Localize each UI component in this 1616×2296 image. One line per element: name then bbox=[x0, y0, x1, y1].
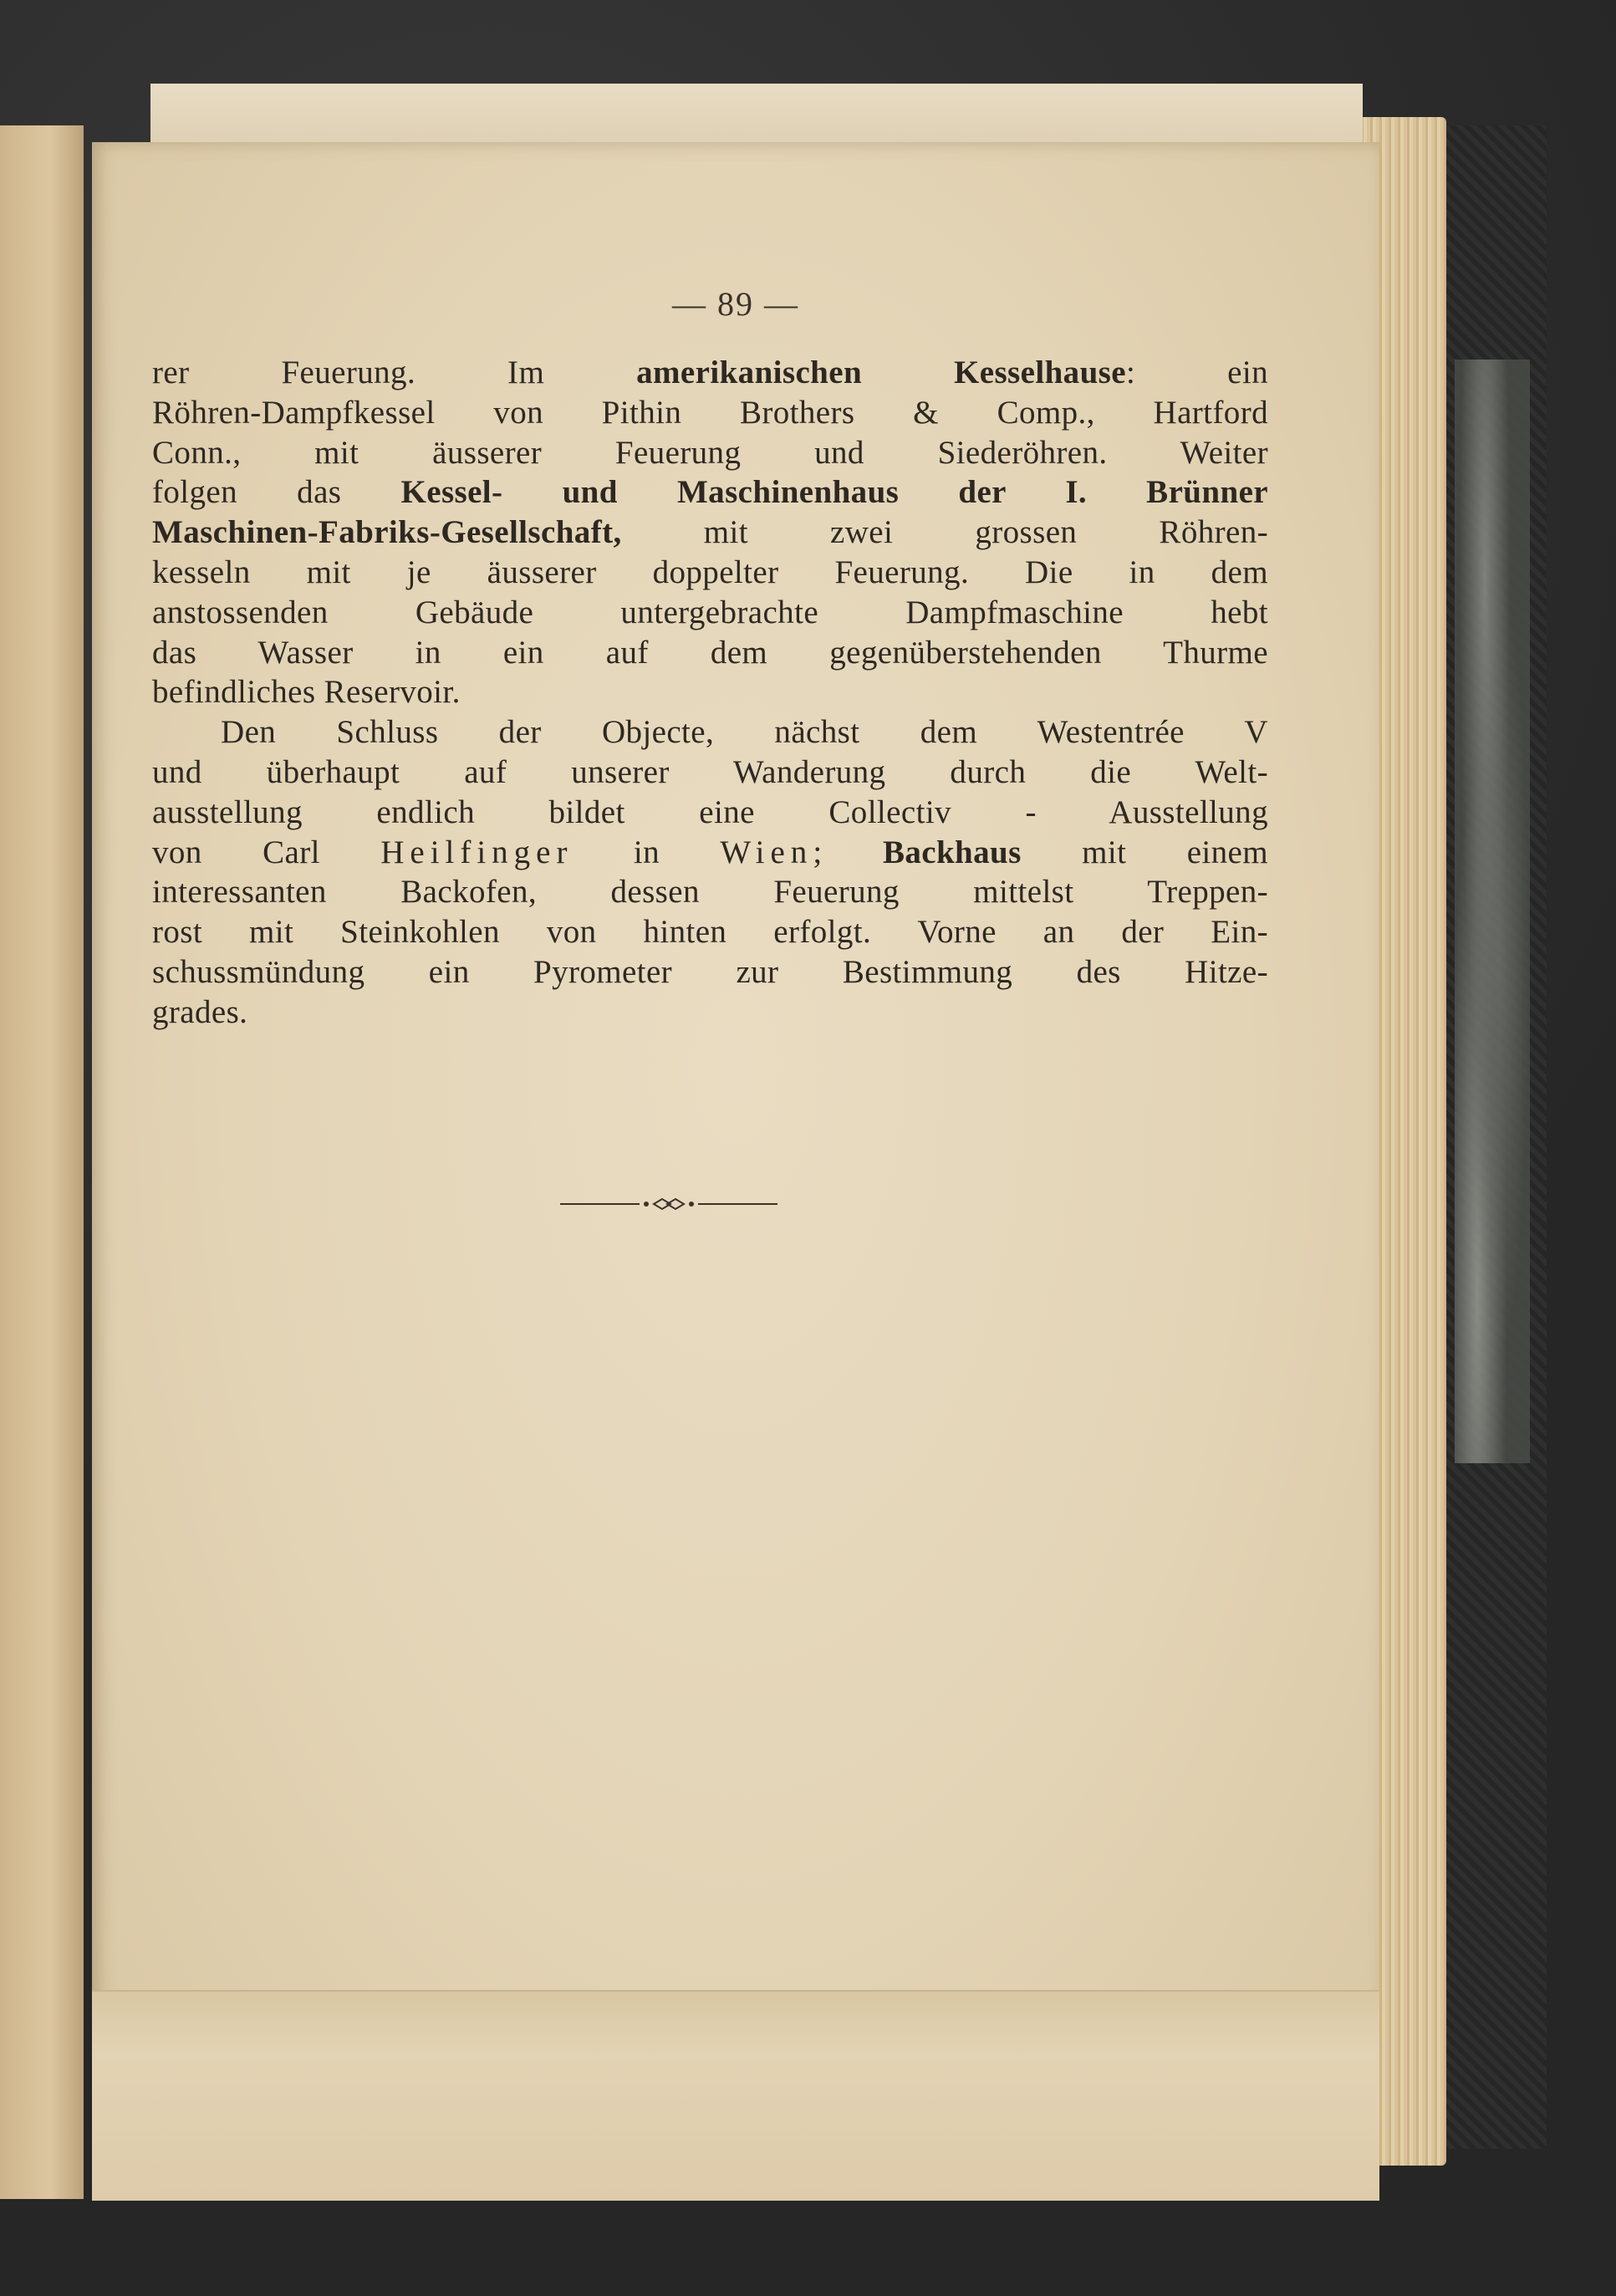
text-run: folgen das bbox=[152, 474, 401, 511]
folded-page-bottom bbox=[92, 1990, 1379, 2201]
text-run: von Carl bbox=[152, 834, 381, 870]
text-line: und überhaupt auf unserer Wanderung durch die Welt- bbox=[152, 753, 1268, 790]
text-line: Röhren-Dampfkessel von Pithin Brothers & Comp., Hartford bbox=[152, 394, 1268, 431]
text-line: ausstellung endlich bildet eine Collectiv - Ausstellung bbox=[152, 793, 1268, 830]
spaced-name: Heilfinger bbox=[380, 834, 574, 870]
text-line: schussmündung ein Pyrometer zur Bestimmung des Hitze- bbox=[152, 953, 1268, 990]
book-page bbox=[92, 142, 1379, 2199]
text-run: ; bbox=[813, 834, 883, 870]
bold-term: amerikanischen Kesselhause bbox=[636, 355, 1126, 390]
bold-term: Kessel- und Maschinenhaus der I. Brünner bbox=[400, 474, 1268, 511]
text-line: rost mit Steinkohlen von hinten erfolgt. Vorne an der Ein- bbox=[152, 914, 1268, 951]
left-page-sliver bbox=[0, 125, 84, 2199]
text-run: rer Feuerung. Im bbox=[152, 355, 637, 390]
text-run: mit einem bbox=[1021, 834, 1268, 870]
text-line bbox=[152, 833, 1268, 873]
text-line: anstossenden Gebäude untergebrachte Dampfmaschine hebt bbox=[152, 594, 1268, 630]
bold-term: Backhaus bbox=[882, 834, 1022, 870]
marbled-cover-edge bbox=[1455, 360, 1530, 1463]
text-line: kesseln mit je äusserer doppelter Feuerung. Die in dem bbox=[152, 554, 1268, 590]
ornament-divider bbox=[560, 1196, 777, 1212]
text-line: interessanten Backofen, dessen Feuerung mittelst Treppen- bbox=[152, 874, 1268, 911]
text-run: : ein bbox=[1125, 355, 1268, 390]
top-page-edges bbox=[150, 84, 1363, 151]
bold-term: Maschinen-Fabriks-Gesellschaft, bbox=[152, 514, 622, 551]
text-run: in bbox=[573, 834, 721, 870]
text-line: Conn., mit äusserer Feuerung und Siederöhren. Weiter bbox=[152, 434, 1268, 471]
text-line: befindliches Reservoir. bbox=[152, 674, 461, 711]
text-line: das Wasser in ein auf dem gegenüberstehenden Thurme bbox=[152, 634, 1268, 671]
spaced-name: Wien bbox=[720, 834, 813, 870]
body-text bbox=[152, 353, 1268, 1033]
text-line bbox=[152, 472, 1268, 513]
text-line: Den Schluss der Objecte, nächst dem Westentrée V bbox=[221, 714, 1268, 751]
page-number: — 89 — bbox=[672, 285, 799, 323]
text-line bbox=[152, 513, 1268, 553]
text-run: mit zwei grossen Röhren- bbox=[621, 514, 1268, 551]
text-line: grades. bbox=[152, 993, 248, 1030]
text-line bbox=[152, 353, 1268, 393]
